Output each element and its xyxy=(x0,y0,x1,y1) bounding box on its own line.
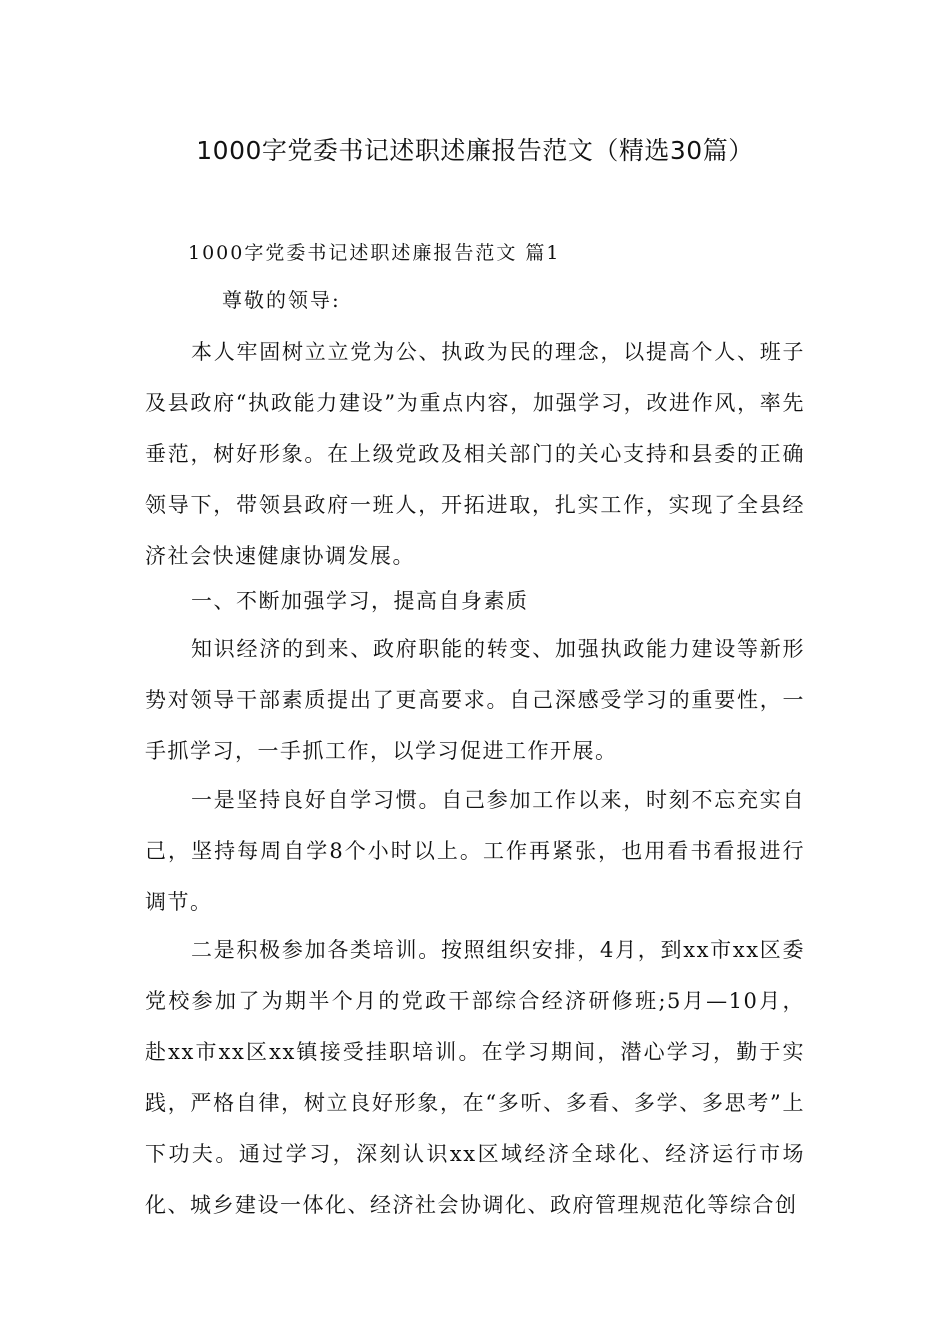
document-title: 1000字党委书记述职述廉报告范文（精选30篇） xyxy=(196,136,754,165)
paragraph-training: 二是积极参加各类培训。按照组织安排，4月，到xx市xx区委党校参加了为期半个月的党政干部综合经济研修班;5月—10月，赴xx市xx区xx镇接受挂职培训。在学习期间，潜心学习，勤于实践，严格自律，树立良好形象，在“多听、多看、多学、多思考”上下功夫。通过学习，深刻认识xx区域经济全球化、经济运行市场化、城乡建设一体化、经济社会协调化、政府管理规范化等综合创 xyxy=(145,938,805,1217)
section-label: 1000字党委书记述职述廉报告范文 篇1 xyxy=(188,242,561,264)
paragraph-study: 知识经济的到来、政府职能的转变、加强执政能力建设等新形势对领导干部素质提出了更高要求。自己深感受学习的重要性，一手抓学习，一手抓工作，以学习促进工作开展。 xyxy=(145,637,805,763)
salutation: 尊敬的领导: xyxy=(222,288,341,312)
paragraph-self-study: 一是坚持良好自学习惯。自己参加工作以来，时刻不忘充实自己，坚持每周自学8个小时以上。工作再紧张，也用看书看报进行调节。 xyxy=(145,788,805,914)
section-heading: 一、不断加强学习，提高自身素质 xyxy=(191,589,529,613)
paragraph-intro: 本人牢固树立立党为公、执政为民的理念，以提高个人、班子及县政府“执政能力建设”为重点内容，加强学习，改进作风，率先垂范，树好形象。在上级党政及相关部门的关心支持和县委的正确领导下，带领县政府一班人，开拓进取，扎实工作，实现了全县经济社会快速健康协调发展。 xyxy=(145,340,805,568)
